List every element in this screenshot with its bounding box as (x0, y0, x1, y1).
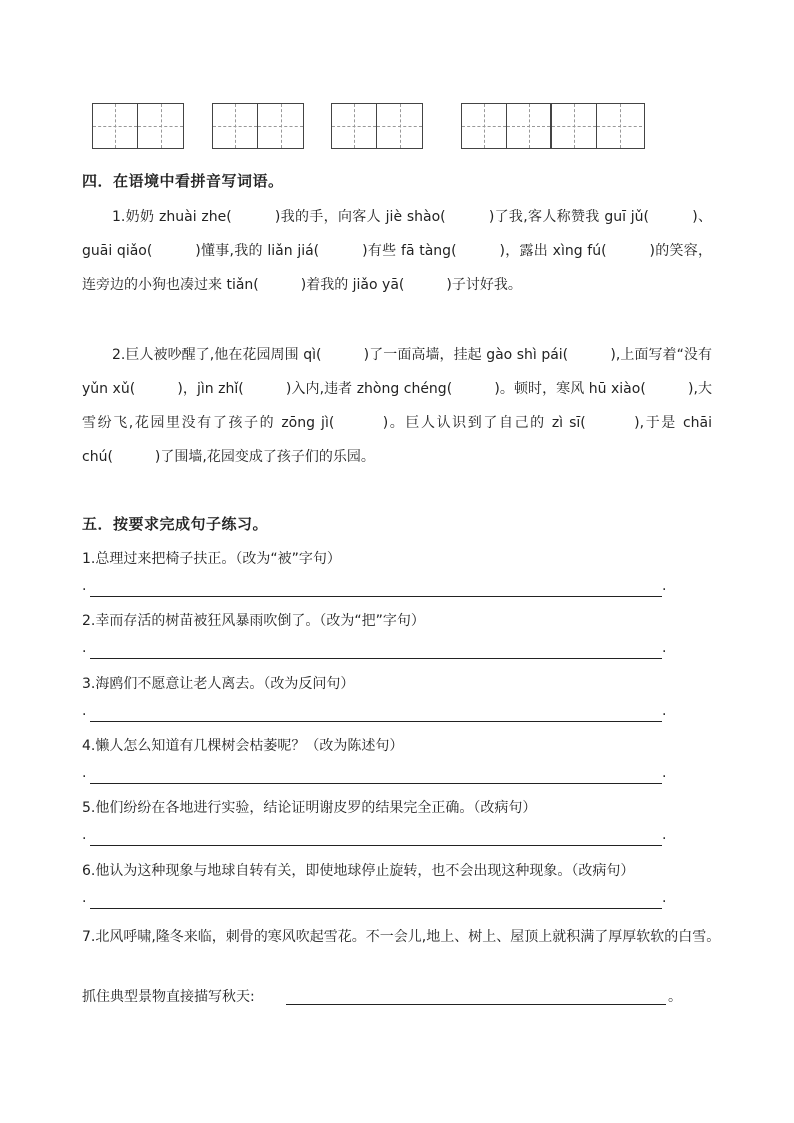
writing-grid[interactable] (461, 103, 645, 149)
section-4-heading: 四．在语境中看拼音写词语。 (82, 172, 284, 190)
grid-cell[interactable] (213, 104, 258, 148)
grid-cell[interactable] (258, 104, 303, 148)
question-5: 5.他们纷纷在各地进行实验，结论证明谢皮罗的结果完全正确。（改病句） (82, 800, 537, 816)
question-4: 4.懒人怎么知道有几棵树会枯萎呢？（改为陈述句） (82, 738, 404, 754)
question-2: 2.幸而存活的树苗被狂风暴雨吹倒了。（改为“把”字句） (82, 613, 425, 629)
worksheet-page: 四．在语境中看拼音写词语。 1.奶奶 zhuài zhe( )我的手，向客人 jiè shào( )了我,客人称赞我 guī jǔ( )、guāi qiǎo( )懂事,我的 liǎn jiá( )有些 fā tàng( )，露出 xìng fú( )的笑容，连旁边的小狗也凑过来 tiǎn( )着我的 jiǎo yā( )子讨好我。 2.巨人被吵醒了,他在花园周围 qì( )了一面高墙，挂起 gào shì pái( ),上面写着“没有 yǔn xǔ( )，jìn zhǐ( )入内,违者 zhòng chéng( )。顿时，寒风 hū xiào( ),大雪纷飞,花园里没有了孩子的 zōng jì( )。巨人认识到了自己的 zì sī( ),于是 chāi chú( )了围墙,花园变成了孩子们的乐园。 五．按要求完成句子练习。 1.总理过来把椅子扶正。（改为“被”字句） . . 2.幸而存活的树苗被狂风暴雨吹倒了。（改为“把”字句） . . 3.海鸥们不愿意让老人离去。（改为反问句） . . 4.懒人怎么知道有几棵树会枯萎呢？（改为陈述句） . . 5.他们纷纷在各地进行实验，结论证明谢皮罗的结果完全正确。（改病句） . . 6.他认为这种现象与地球自转有关，即使地球停止旋转，也不会出现这种现象。（改病句） . . 7.北风呼啸,隆冬来临，刺骨的寒风吹起雪花。不一会儿,地上、树上、屋顶上就积满了厚厚软软的白雪。 抓住典型景物直接描写秋天: 。 (0, 0, 794, 1123)
question-1: 1.总理过来把椅子扶正。（改为“被”字句） (82, 551, 341, 567)
question-7-answer[interactable]: 抓住典型景物直接描写秋天: 。 (82, 989, 682, 1005)
passage-2 (82, 338, 712, 474)
grid-cell[interactable] (552, 104, 597, 148)
grid-cell[interactable] (332, 104, 377, 148)
passage-1 (82, 200, 712, 302)
grid-cell[interactable] (507, 104, 552, 148)
question-7-prompt: 抓住典型景物直接描写秋天: (82, 989, 255, 1005)
grid-cell[interactable] (377, 104, 422, 148)
writing-grid[interactable] (212, 103, 304, 149)
grid-cell[interactable] (138, 104, 183, 148)
writing-grid[interactable] (92, 103, 184, 149)
section-5-heading: 五．按要求完成句子练习。 (82, 515, 269, 533)
passage-2-text: 2.巨人被吵醒了,他在花园周围 qì( )了一面高墙，挂起 gào shì pái( ),上面写着“没有 yǔn xǔ( )，jìn zhǐ( )入内,违者 zhòng chéng( )。顿时，寒风 hū xiào( ),大雪纷飞,花园里没有了孩子的 zōng jì( )。巨人认识到了自己的 zì sī( ),于是 chāi chú( )了围墙,花园变成了孩子们的乐园。 (82, 347, 712, 465)
grid-cell[interactable] (597, 104, 642, 148)
writing-grid[interactable] (331, 103, 423, 149)
question-6: 6.他认为这种现象与地球自转有关，即使地球停止旋转，也不会出现这种现象。（改病句） (82, 863, 635, 879)
question-3: 3.海鸥们不愿意让老人离去。（改为反问句） (82, 676, 355, 692)
grid-cell[interactable] (93, 104, 138, 148)
question-7: 7.北风呼啸,隆冬来临，刺骨的寒风吹起雪花。不一会儿,地上、树上、屋顶上就积满了厚厚软软的白雪。 (82, 929, 721, 945)
passage-1-text: 1.奶奶 zhuài zhe( )我的手，向客人 jiè shào( )了我,客人称赞我 guī jǔ( )、guāi qiǎo( )懂事,我的 liǎn jiá( )有些 fā tàng( )，露出 xìng fú( )的笑容，连旁边的小狗也凑过来 tiǎn( )着我的 jiǎo yā( )子讨好我。 (82, 209, 712, 293)
pinyin-answer-grids (0, 103, 794, 151)
grid-cell[interactable] (462, 104, 507, 148)
